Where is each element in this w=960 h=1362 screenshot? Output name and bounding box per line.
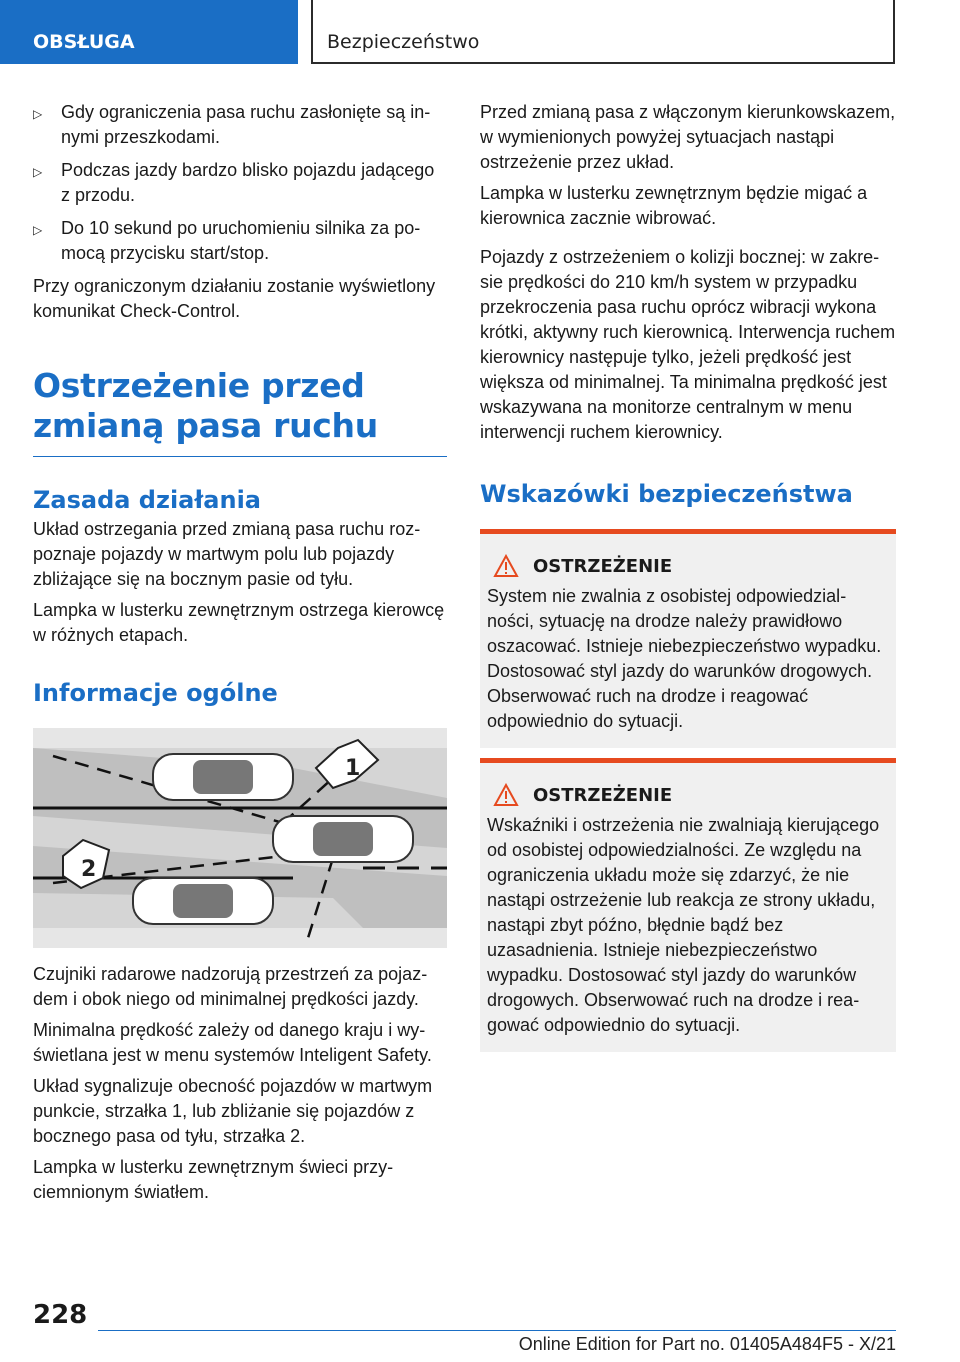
car-icon <box>133 878 273 924</box>
triangle-bullet-icon: ▷ <box>33 223 43 237</box>
general-paragraph: Układ sygnalizuje obecność pojazdów w martwym punkcie, strzałka 1, lub zbliżanie się pojazdów z bocznego pasa od tyłu, strzałka 2. <box>33 1076 433 1146</box>
warning-title: OSTRZEŻENIE <box>487 554 884 578</box>
right-column <box>480 100 896 1052</box>
warning-text: System nie zwalnia z osobistej odpowiedzialności, sytuację na drodze należy prawidłowo oszacować. Istnieje niebezpieczeństwo wypadku. Dostosować styl jazdy do warunków drogowych. Obserwować ruch na drodze i reagować odpowiednio do sytuacji. <box>487 586 882 731</box>
car-icon <box>273 816 413 862</box>
chapter-heading: Ostrzeżenie przed zmianą pasa ruchu <box>33 366 447 457</box>
edition-footer: Online Edition for Part no. 01405A484F5 - X/21 <box>98 1330 896 1357</box>
list-item: ▷ Podczas jazdy bardzo blisko pojazdu jadącego z przodu. <box>33 160 435 205</box>
principle-paragraph: Układ ostrzegania przed zmianą pasa ruchu rozpoznaje pojazdy w martwym polu lub pojazdy zbliżające się na bocznym pasie od tyłu. <box>33 519 421 589</box>
left-column <box>33 100 447 1211</box>
general-info-heading: Informacje ogólne <box>33 679 278 707</box>
page-number: 228 <box>33 1300 88 1330</box>
svg-text:2: 2 <box>81 857 97 882</box>
principle-heading: Zasada działania <box>33 486 261 514</box>
warning-box <box>480 758 896 1052</box>
list-item: ▷ Do 10 sekund po uruchomieniu silnika za pomocą przycisku start/stop. <box>33 218 421 263</box>
warning-text: Wskaźniki i ostrzeżenia nie zwalniają kierującego od osobistej odpowiedzialności. Ze względu na ograniczenia układu może się zdarzyć, że nie nastąpi ostrzeżenie lub reakcja ze strony układu, nastąpi zbyt późno, błędnie bądź bez uzasadnienia. Istnieje niebezpieczeństwo wypadku. Dostosować styl jazdy do warunków drogowych. Obserwować ruch na drodze i reagować odpowiednio do sytuacji. <box>487 815 880 1035</box>
warning-triangle-icon <box>493 783 519 807</box>
lane-change-paragraph: Przed zmianą pasa z włączonym kierunkowskazem, w wymienionych powyżej sytuacjach nastąpi ostrzeżenie przez układ. <box>480 102 896 172</box>
lane-change-illustration <box>33 728 447 948</box>
chapter-tab[interactable]: OBSŁUGA <box>0 0 298 64</box>
svg-text:1: 1 <box>345 756 361 781</box>
limited-function-text: Przy ograniczonym działaniu zostanie wyświetlony komunikat Check-Control. <box>33 276 436 321</box>
general-paragraph: Lampka w lusterku zewnętrznym świeci przyciemnionym światłem. <box>33 1157 394 1202</box>
section-title: Bezpieczeństwo <box>311 0 895 64</box>
principle-paragraph: Lampka w lusterku zewnętrznym ostrzega kierowcę w różnych etapach. <box>33 600 445 645</box>
car-icon <box>153 754 293 800</box>
triangle-bullet-icon: ▷ <box>33 107 43 121</box>
warning-title: OSTRZEŻENIE <box>487 783 884 807</box>
triangle-bullet-icon: ▷ <box>33 165 43 179</box>
general-paragraph: Minimalna prędkość zależy od danego kraju i wyświetlana jest w menu systemów Inteligent Safety. <box>33 1020 432 1065</box>
side-collision-paragraph: Pojazdy z ostrzeżeniem o kolizji bocznej: w zakresie prędkości do 210 km/h system w przypadku przekroczenia pasa ruchu oprócz wibracji wykona krótki, aktywny ruch kierownicą. Interwencja ruchem kierownicy następuje tylko, jeżeli prędkość jest większa od minimalnej. Ta minimalna prędkość jest wskazywana na monitorze centralnym w menu interwencji ruchem kierownicy. <box>480 247 896 442</box>
limitations-list <box>33 100 447 266</box>
lane-change-paragraph: Lampka w lusterku zewnętrznym będzie migać a kierownica zacznie wibrować. <box>480 183 868 228</box>
general-paragraph: Czujniki radarowe nadzorują przestrzeń za pojazdem i obok niego od minimalnej prędkości jazdy. <box>33 964 428 1009</box>
warning-triangle-icon <box>493 554 519 578</box>
warning-box <box>480 529 896 748</box>
list-item: ▷ Gdy ograniczenia pasa ruchu zasłonięte są innymi przeszkodami. <box>33 102 431 147</box>
safety-heading: Wskazówki bezpieczeństwa <box>480 480 853 508</box>
